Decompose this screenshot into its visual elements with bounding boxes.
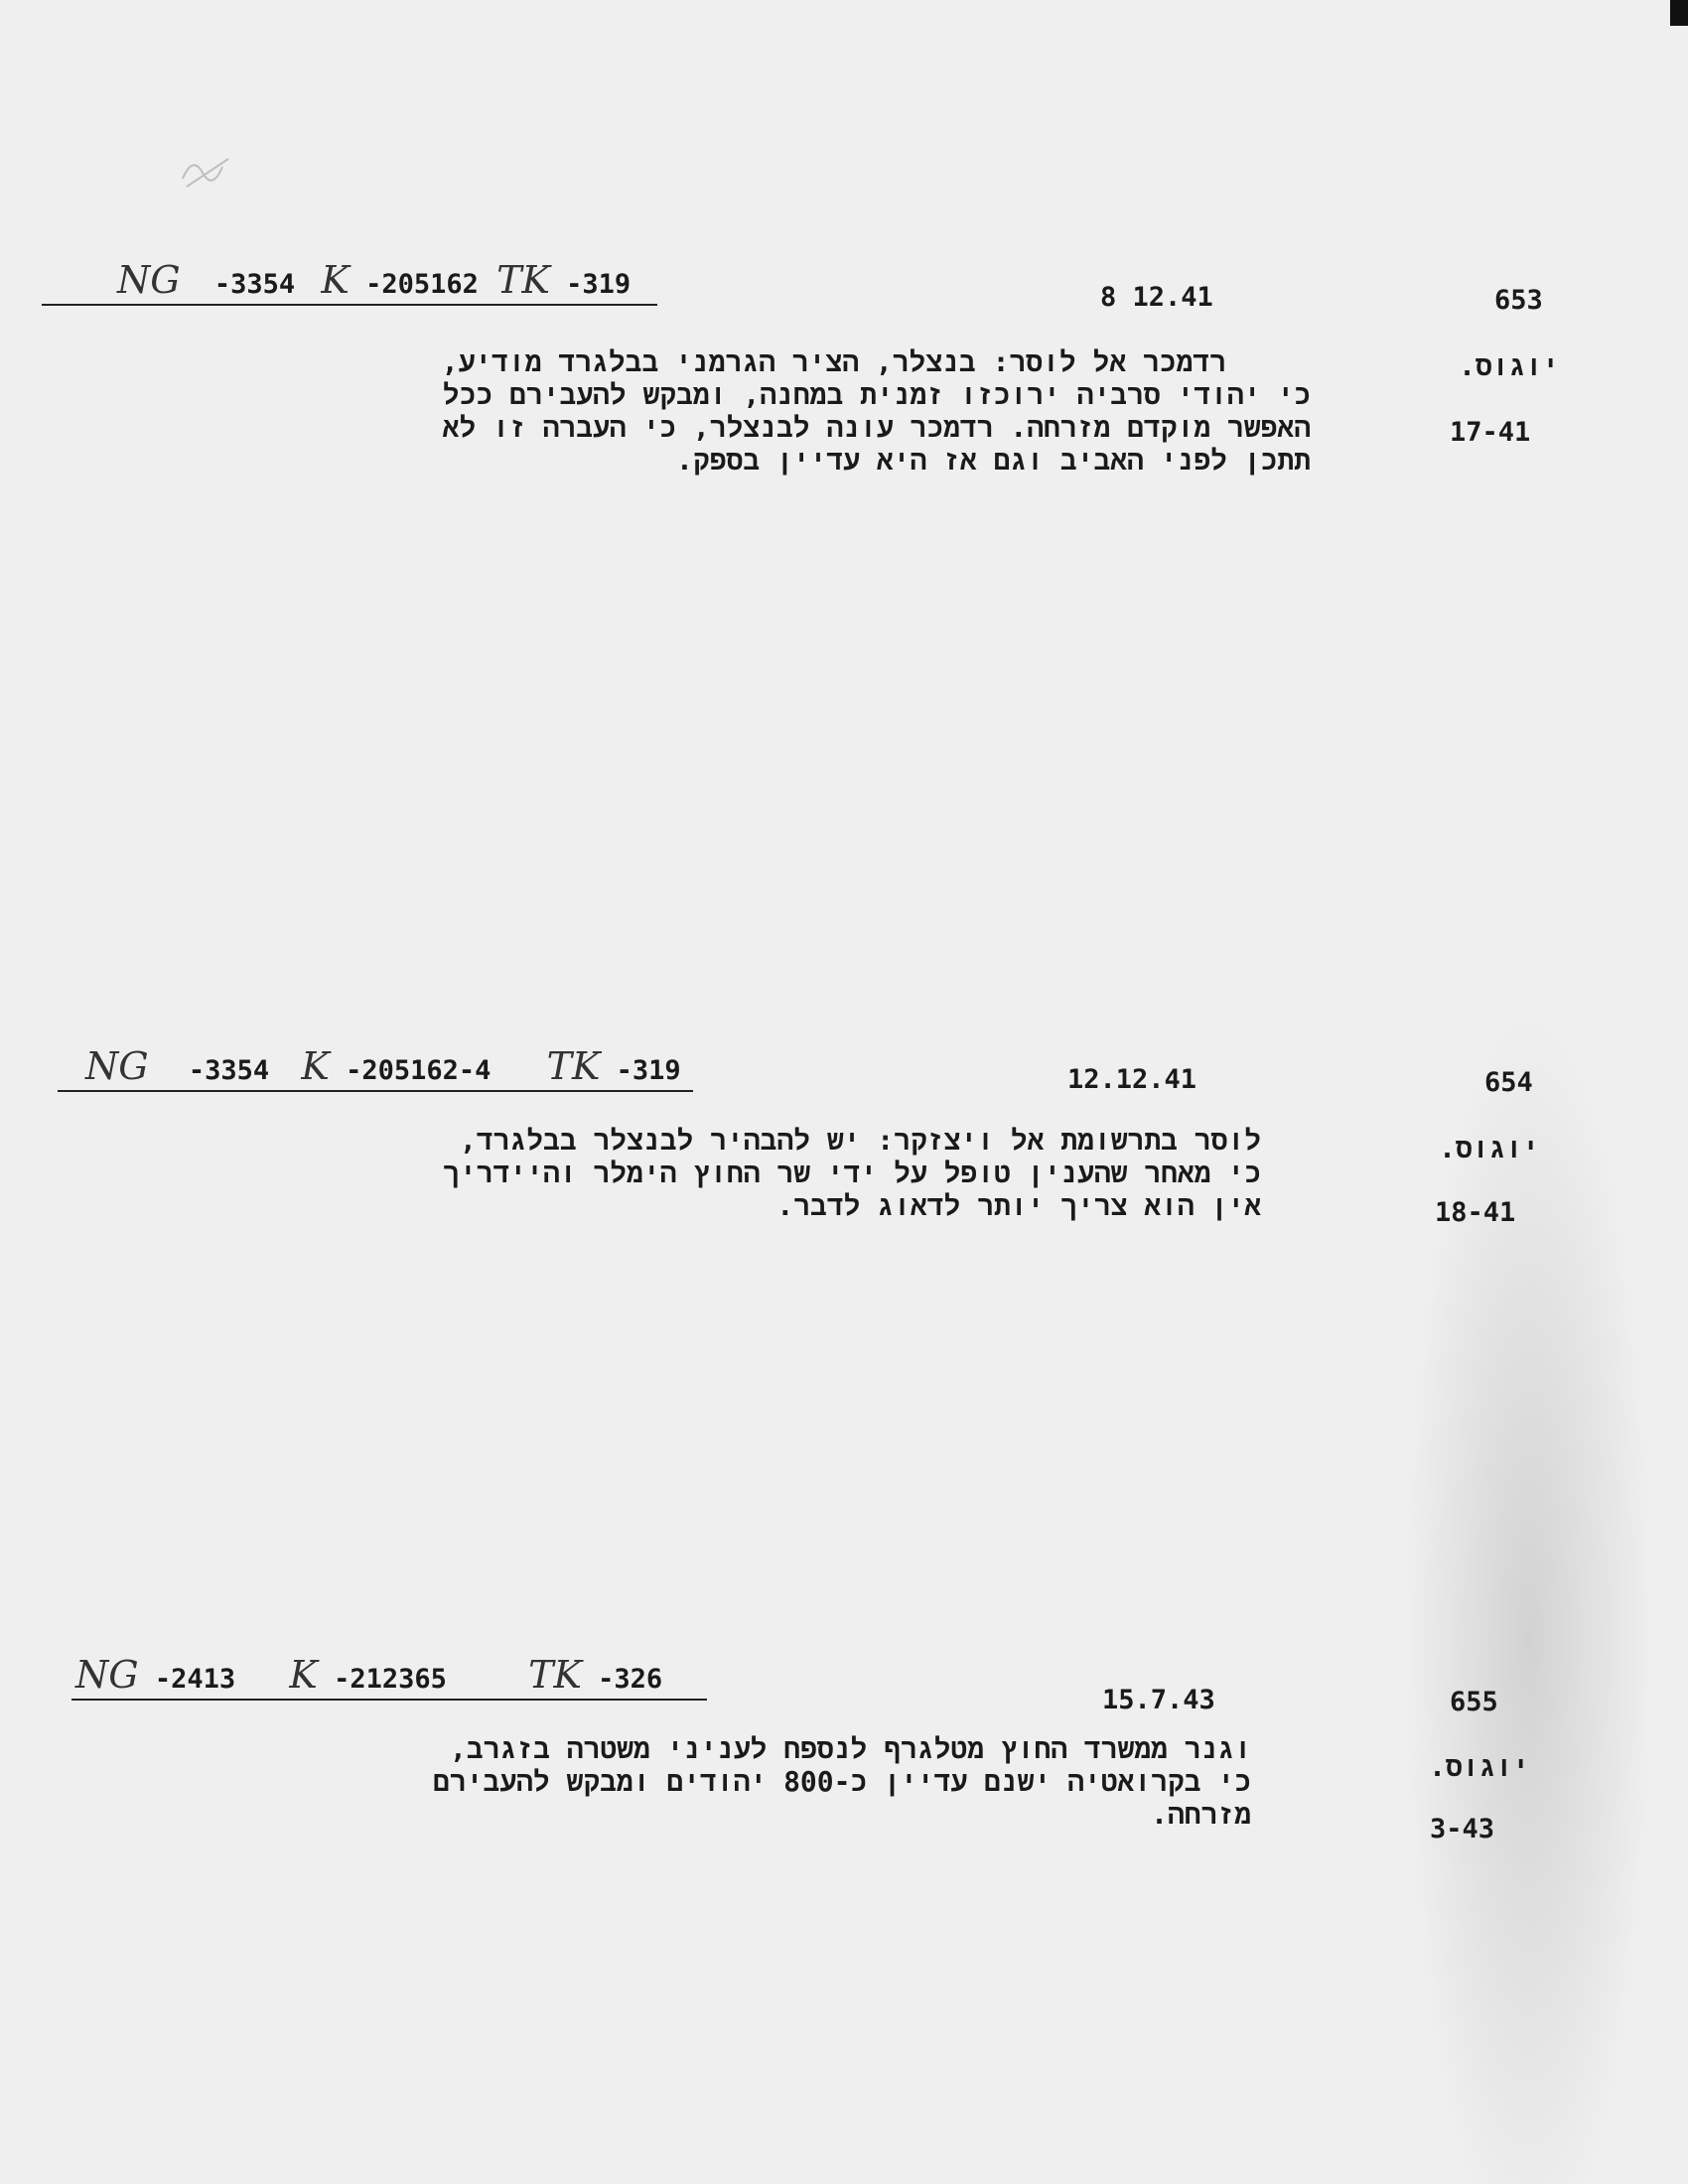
entry-text-line: רדמכר אל לוסר: בנצלר, הציר הגרמני בבלגרד מודיע, [441,345,1226,378]
ref-k-number: -212365 [334,1664,447,1695]
ref-tk-handwritten: TK [496,258,550,302]
entry-number: 653 [1494,285,1543,316]
ref-ng-handwritten: NG [85,1044,149,1088]
ref-tk-number: -319 [566,269,632,300]
ref-tk-handwritten: TK [546,1044,601,1088]
entry-text [443,1124,1261,1222]
entry-text-line: האפשר מוקדם מזרחה. רדמכר עונה לבנצלר, כי העברה זו לא [442,411,1311,444]
entry-code: 17-41 [1450,417,1531,448]
entry-text [433,1732,1251,1831]
entry-date: 12.12.41 [1067,1064,1197,1095]
ref-ng-handwritten: NG [75,1653,139,1697]
reference-line [58,1044,693,1092]
entry-code: 18-41 [1435,1197,1516,1228]
ref-tk-number: -326 [598,1664,663,1695]
entry-place: יוגוס. [1429,1750,1529,1783]
pen-scribble [179,149,236,193]
ref-k-handwritten: K [321,258,350,302]
ref-ng-number: -3354 [188,1055,270,1086]
entry-text-line: מזרחה. [1151,1798,1251,1831]
reference-line [71,1653,707,1701]
entry-text-line: כי מאחר שהענין טופל על ידי שר החוץ הימלר והיידריך [443,1157,1261,1189]
ref-tk-handwritten: TK [528,1653,582,1697]
scan-edge [1670,0,1688,26]
entry-text [442,345,1311,477]
ref-k-number: -205162-4 [346,1055,492,1086]
entry-text-line: לוסר בתרשומת אל ויצזקר: יש להבהיר לבנצלר בבלגרד, [459,1124,1261,1157]
entry-text-line: תתכן לפני האביב וגם אז היא עדיין בספק. [676,444,1311,477]
entry-date: 15.7.43 [1102,1685,1215,1715]
entry-text-line: כי בקרואטיה ישנם עדיין כ-800 יהודים ומבקש להעבירם [433,1765,1251,1798]
ref-ng-handwritten: NG [117,258,181,302]
ref-k-handwritten: K [301,1044,330,1088]
ref-ng-number: -3354 [213,269,296,300]
entry-code: 3-43 [1430,1814,1495,1844]
ref-k-number: -205162 [365,269,479,300]
entry-number: 655 [1450,1687,1498,1717]
entry-text-line: אין הוא צריך יותר לדאוג לדבר. [776,1189,1261,1222]
ref-ng-number: -2413 [154,1664,236,1695]
entry-place: יוגוס. [1459,349,1559,382]
ref-tk-number: -319 [616,1055,681,1086]
entry-place: יוגוס. [1439,1132,1539,1164]
reference-line [42,258,657,306]
ref-k-handwritten: K [289,1653,318,1697]
entry-text-line: וגנר ממשרד החוץ מטלגרף לנספח לעניני משטרה בזגרב, [450,1732,1251,1765]
entry-date: 8 12.41 [1100,282,1213,313]
entry-text-line: כי יהודי סרביה ירוכזו זמנית במחנה, ומבקש להעבירם ככל [442,378,1311,411]
entry-number: 654 [1484,1067,1533,1098]
